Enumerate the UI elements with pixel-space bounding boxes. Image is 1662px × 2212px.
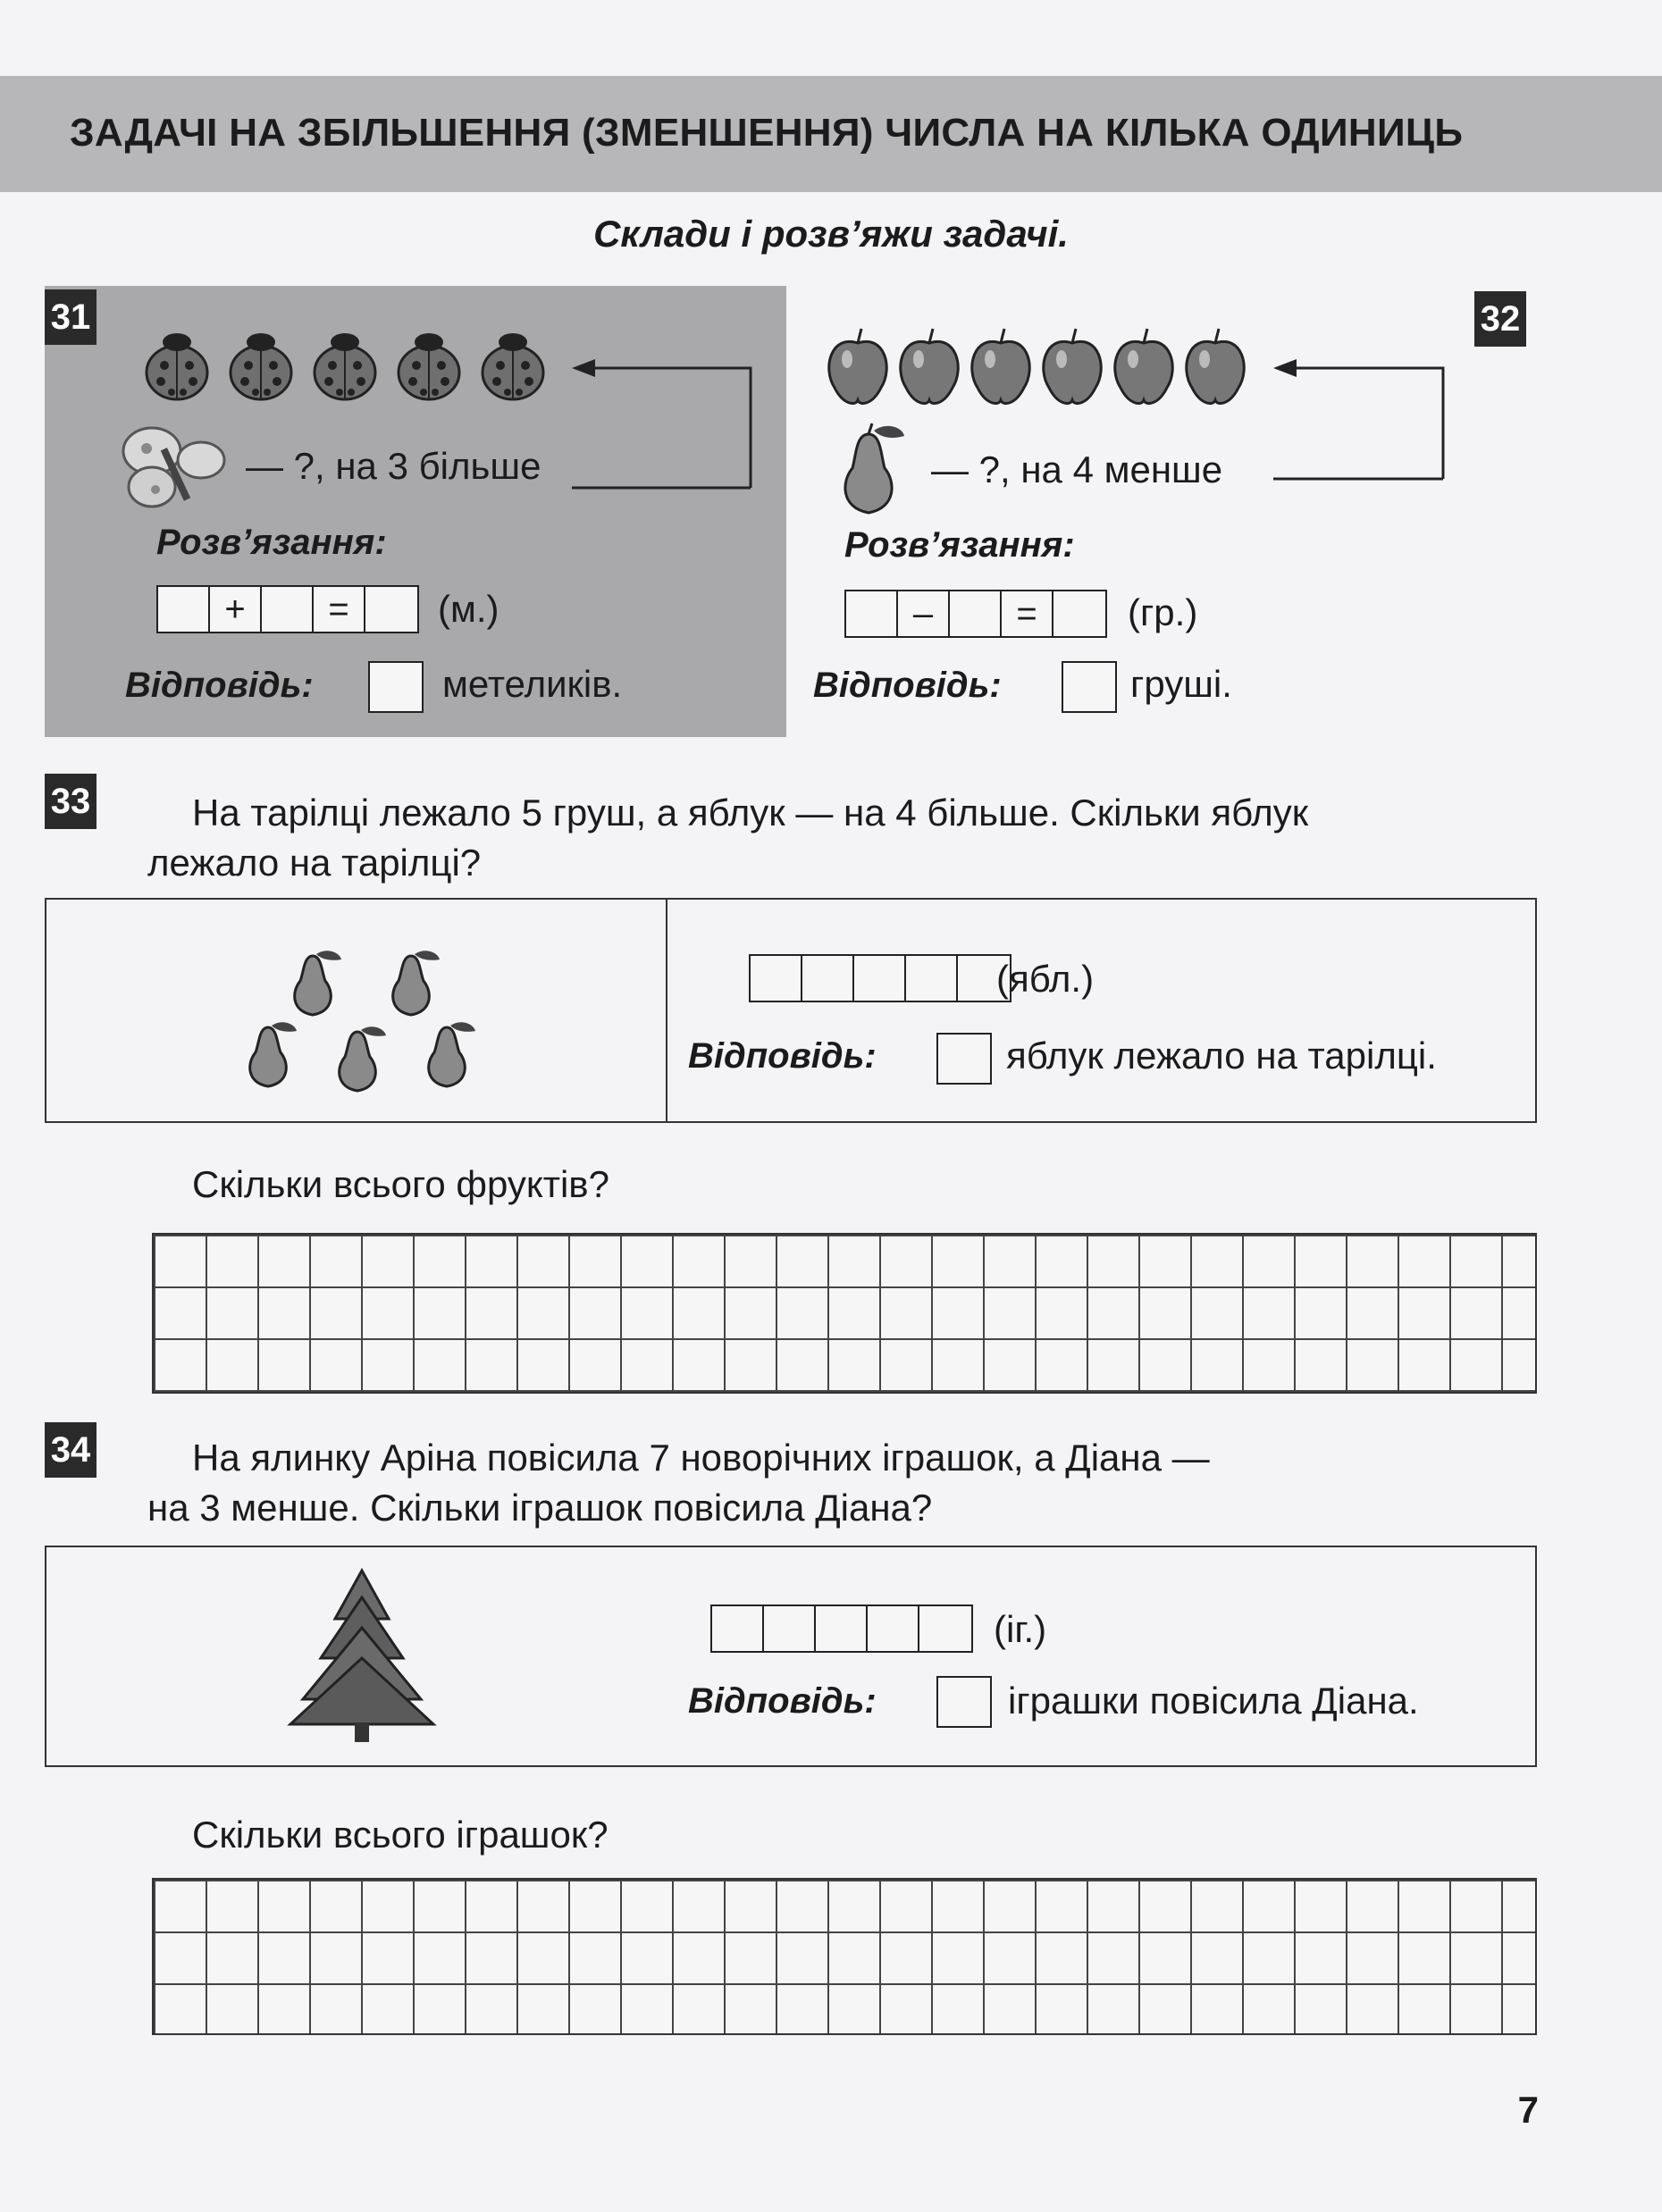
page-number: 7 <box>1517 2089 1539 2131</box>
ladybug-icon <box>147 333 207 399</box>
task33-solution-boxes[interactable] <box>749 954 1011 1002</box>
task33-answer-text: яблук лежало на тарілці. <box>1006 1035 1437 1077</box>
task33-unit: (ябл.) <box>996 958 1095 1000</box>
ladybug-icon <box>399 333 459 399</box>
apples-row-illustration <box>822 323 1251 413</box>
task34-text-line2: на 3 менше. Скільки іграшок повісила Діана? <box>147 1487 933 1529</box>
task32-answer-label: Відповідь: <box>813 666 1002 705</box>
task32-number-badge: 32 <box>1474 291 1526 347</box>
instruction-subtitle: Склади і розв’яжи задачі. <box>593 213 1069 255</box>
task32-bracket-arrow <box>1273 357 1452 482</box>
apple-icon <box>1044 329 1101 403</box>
task31-question: — ?, на 3 більше <box>246 445 541 487</box>
task33-answer-box[interactable] <box>936 1033 992 1085</box>
pear-icon <box>393 951 440 1015</box>
apple-icon <box>829 329 886 403</box>
task32-question: — ?, на 4 менше <box>931 448 1223 490</box>
task34-followup-question: Скільки всього іграшок? <box>192 1814 609 1856</box>
task34-answer-grid[interactable] <box>152 1878 1537 2035</box>
equals-sign: = <box>314 587 365 632</box>
ladybug-icon <box>483 333 543 399</box>
butterfly-icon <box>116 411 232 518</box>
minus-sign: – <box>898 591 950 636</box>
task33-number-badge: 33 <box>45 774 97 829</box>
pear-icon <box>429 1022 475 1086</box>
task33-text-line1: На тарілці лежало 5 груш, а яблук — на 4 більше. Скільки яблук <box>192 792 1309 834</box>
pear-icon <box>295 951 341 1015</box>
task31-number-badge: 31 <box>45 289 97 345</box>
fir-tree-icon <box>281 1565 442 1744</box>
task33-followup-question: Скільки всього фруктів? <box>192 1163 609 1205</box>
task34-work-frame <box>45 1546 1537 1767</box>
task32-solution-boxes[interactable] <box>844 590 1107 638</box>
apple-icon <box>1115 329 1172 403</box>
task34-text-line1: На ялинку Аріна повісила 7 новорічних іграшок, а Діана — <box>192 1437 1210 1479</box>
pears-group-illustration <box>232 929 500 1099</box>
task31-answer-box[interactable] <box>368 661 424 713</box>
task31-bracket-arrow <box>572 357 777 491</box>
page-title: ЗАДАЧІ НА ЗБІЛЬШЕННЯ (ЗМЕНШЕННЯ) ЧИСЛА НА КІЛЬКА ОДИНИЦЬ <box>70 111 1464 155</box>
task31-solution-boxes[interactable] <box>156 585 419 633</box>
pear-icon <box>250 1022 297 1086</box>
task32-answer-box[interactable] <box>1062 661 1117 713</box>
task31-unit: (м.) <box>438 588 499 630</box>
task31-answer-text: метеликів. <box>442 663 623 705</box>
task33-answer-label: Відповідь: <box>688 1036 877 1076</box>
task34-answer-box[interactable] <box>936 1676 992 1728</box>
ladybugs-row-illustration <box>134 326 599 415</box>
task34-unit: (іг.) <box>994 1608 1047 1650</box>
apple-icon <box>901 329 958 403</box>
task32-unit: (гр.) <box>1128 591 1198 633</box>
ladybug-icon <box>315 333 375 399</box>
task33-text-line2: лежало на тарілці? <box>147 842 482 884</box>
task34-number-badge: 34 <box>45 1422 97 1478</box>
task33-frame-divider <box>666 898 667 1123</box>
apple-icon <box>1187 329 1244 403</box>
task31-answer-label: Відповідь: <box>125 666 314 705</box>
task34-answer-text: іграшки повісила Діана. <box>1008 1680 1419 1722</box>
plus-sign: + <box>210 587 262 632</box>
apple-icon <box>972 329 1029 403</box>
task33-answer-grid[interactable] <box>152 1233 1537 1394</box>
task34-answer-label: Відповідь: <box>688 1681 877 1721</box>
task32-solution-label: Розв’язання: <box>844 525 1075 565</box>
pear-icon <box>340 1026 386 1091</box>
task34-solution-boxes[interactable] <box>710 1605 973 1653</box>
task32-answer-text: груші. <box>1130 663 1232 705</box>
pear-icon <box>833 422 913 520</box>
ladybug-icon <box>231 333 291 399</box>
task31-solution-label: Розв’язання: <box>156 523 387 562</box>
equals-sign: = <box>1002 591 1053 636</box>
